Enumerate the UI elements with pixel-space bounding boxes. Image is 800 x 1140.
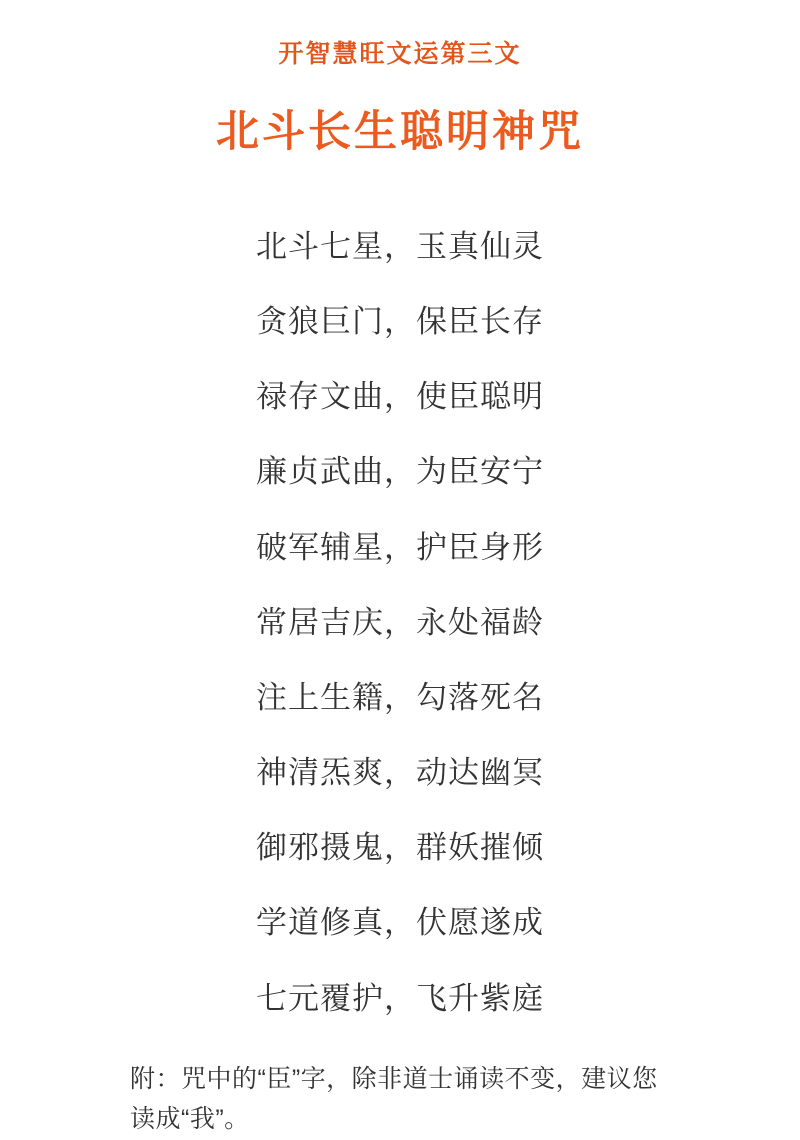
verse-line: 禄存文曲，使臣聪明 [256,379,544,415]
verse-line: 贪狼巨门，保臣长存 [256,303,544,339]
verse-line: 注上生籍，勾落死名 [256,679,544,715]
document-title: 北斗长生聪明神咒 [216,108,584,156]
verse-line: 破军辅星，护臣身形 [256,529,544,565]
document-note: 附：咒中的“臣”字，除非道士诵读不变，建议您读成“我”。 [130,1064,658,1134]
verse-line: 御邪摄鬼，群妖摧倾 [256,830,544,866]
verse-list [60,228,740,1055]
verse-line: 学道修真，伏愿遂成 [256,905,544,941]
verse-line: 常居吉庆，永处福龄 [256,604,544,640]
verse-line: 神清炁爽，动达幽冥 [256,755,544,791]
verse-line: 廉贞武曲，为臣安宁 [256,454,544,490]
verse-line: 七元覆护，飞升紫庭 [256,980,544,1016]
document-subtitle: 开智慧旺文运第三文 [278,40,522,68]
verse-line: 北斗七星，玉真仙灵 [256,228,544,264]
